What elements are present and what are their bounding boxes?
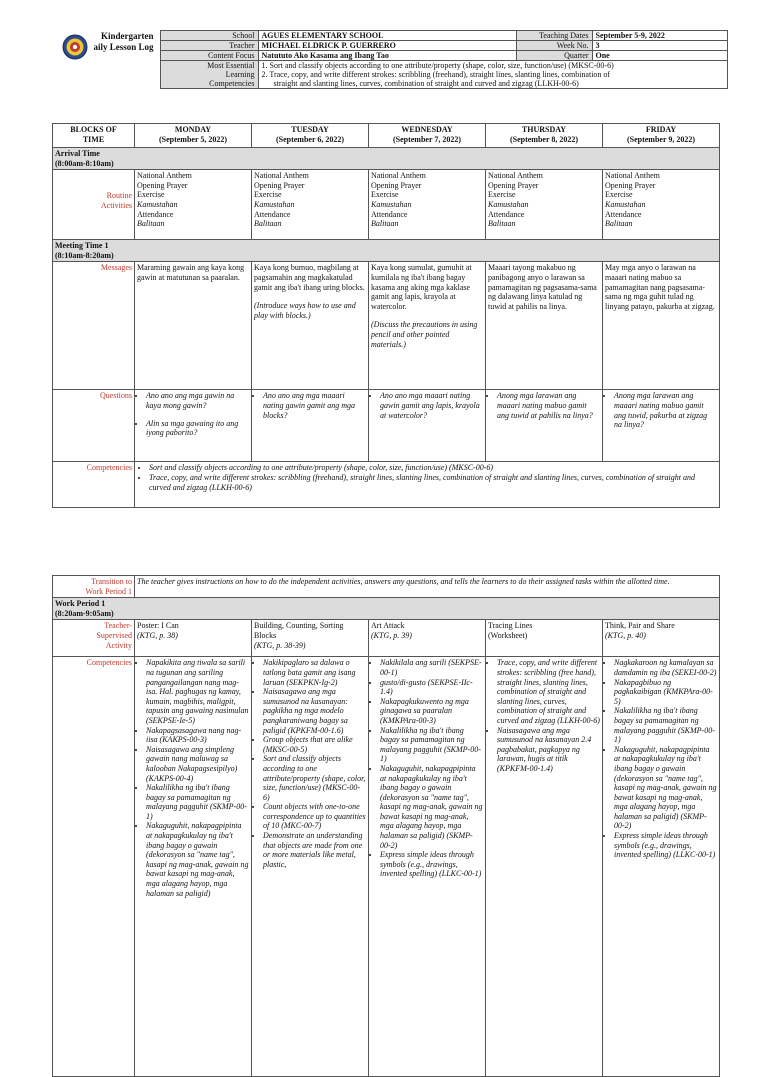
blocks-of-time-header: BLOCKS OF TIME xyxy=(53,124,135,148)
questions-mon: • Ano ano ang mga gawin na kaya mong gawin? • Alin sa mga gawaing ito ang iyong paborito? xyxy=(135,390,252,462)
routine-thu: National Anthem Opening Prayer Exercise Kamustahan Attendance Balitaan xyxy=(486,170,603,240)
quarter-value: One xyxy=(592,51,727,61)
dll-title-line1: Kindergarten xyxy=(101,30,154,41)
schedule-table-2 xyxy=(52,575,720,1077)
week-value: 3 xyxy=(592,41,727,51)
meeting-competencies: • Sort and classify objects according to one attribute/property (shape, color, size, function/use) (MKSC-00-6) • Trace, copy, and write different strokes: scribbling (freehand), straight lines, slanting lines, combination of straight and slanting lines, curves, combination of straight and curved and zigzag (LLKH-00-6) xyxy=(135,462,720,508)
questions-tue: • Ano ano ang mga maaari nating gawin gamit ang mga blocks? xyxy=(252,390,369,462)
routine-fri: National Anthem Opening Prayer Exercise Kamustahan Attendance Balitaan xyxy=(603,170,720,240)
mel-item-2b: straight and slanting lines, curves, combination of straight and curved and zigzag (LLKH-00-6) xyxy=(273,79,579,88)
mel-value xyxy=(258,61,727,89)
work-comp-fri: • Nagkakaroon ng kamalayan sa damdamin ng iba (SEKEI-00-2) • Nakapagbibuo ng pagkakaibigan (KMKPAra-00-5) • Nakalilikha ng iba't ibang bagay sa pamamagitan ng malayang pagguhit (SKMP-00-1) • Nakaguguhit, nakapagpipinta at nakapagkukulay ng iba't ibang bagay o gawain (dekorasyon sa "name tag", kasapi ng mag-anak, gawain ng bawat kasapi ng mag-anak, mga alagang hayop, mga halaman sa paligid) (SKMP-00-2) • Express simple ideas through symbols (e.g., drawings, invented spelling) (LLKC-00-1) xyxy=(603,657,720,1077)
teacher-label: Teacher xyxy=(160,41,258,51)
wednesday-header: WEDNESDAY (September 7, 2022) xyxy=(369,124,486,148)
work-period-title: Work Period 1 (8:20am-9:05am) xyxy=(53,598,720,620)
header-table xyxy=(52,30,728,89)
questions-wed: • Ano ano mga maaari nating gawin gamit ang lapis, krayola at watercolor? xyxy=(369,390,486,462)
messages-label: Messages xyxy=(53,262,135,390)
message-thu: Maaari tayong makabuo ng panibagong anyo o larawan sa pamamagitan ng pagsasama-sama ng dalawang linya katulad ng tuwid at pahilis na linya. xyxy=(486,262,603,390)
message-mon: Maraming gawain ang kaya kong gawin at matutunan sa paaralan. xyxy=(135,262,252,390)
thursday-header: THURSDAY (September 8, 2022) xyxy=(486,124,603,148)
tsa-tue: Building, Counting, Sorting Blocks (KTG, p. 38-39) xyxy=(252,620,369,657)
dll-title-line2: aily Lesson Log xyxy=(93,41,154,52)
focus-value: Natututo Ako Kasama ang Ibang Tao xyxy=(258,51,516,61)
message-wed: Kaya kong sumulat, gumuhit at kumilala ng iba't ibang bagay kasama ang aking mga kaklase gamit ang lapis, krayola at watercolor. (Discuss the precautions in using pencil and other pointed materials.) xyxy=(369,262,486,390)
tsa-label: Teacher- Supervised Activity xyxy=(53,620,135,657)
monday-header: MONDAY (September 5, 2022) xyxy=(135,124,252,148)
routine-activities-label: Routine Activities xyxy=(53,170,135,240)
work-comp-mon: • Napakikita ang tiwala sa sarili na tugunan ang sariling pangangailangan nang mag-isa. Hal. paghugas ng kamay, kumain, magbihis, maligpit, tapusin ang gawaing nasimulan (SEKPSE-Ie-5) • Nakapagsasagawa nang nag-iisa (KAKPS-00-3) • Naisasagawa ang simpleng gawain nang maluwag sa kalooban Nakapagsesipilyo) (KAKPS-00-4) • Nakalilikha ng iba't ibang bagay sa pamamagitan ng malayang pagguhit (SKMP-00-1) • Nakaguguhit, nakapagpipinta at nakapagkukulay ng iba't ibang bagay o gawain (dekorasyon sa "name tag", kasapi ng mag-anak, gawain ng bawat kasapi ng mag-anak, mga alagang hayop, mga halaman sa paligid) xyxy=(135,657,252,1077)
routine-mon: National Anthem Opening Prayer Exercise Kamustahan Attendance Balitaan xyxy=(135,170,252,240)
dates-label: Teaching Dates xyxy=(516,31,592,41)
arrival-time-title: Arrival Time (8:00am-8:10am) xyxy=(53,148,720,170)
work-comp-wed: • Nakikilala ang sarili (SEKPSE-00-1) • gusto/di-gusto (SEKPSE-IIc-1.4) • Nakapagkukuwento ng mga ginagawa sa paaralan (KMKPAra-00-3) • Nakalilikha ng iba't ibang bagay sa pamamagitan ng malayang pagguhit (SKMP-00-1) • Nakaguguhit, nakapagpipinta at nakapagkukulay ng iba't ibang bagay o gawain (dekorasyon sa "name tag", kasapi ng mag-anak, gawain ng bawat kasapi ng mag-anak, mga alagang hayop, mga halaman sa paligid) (SKMP-00-2) • Express simple ideas through symbols (e.g., drawings, invented spelling) (LLKC-00-1) xyxy=(369,657,486,1077)
tsa-wed: Art Attack (KTG, p. 39) xyxy=(369,620,486,657)
work-comp-tue: • Nakikipaglaro sa dalawa o tatlong bata gamit ang isang laruan (SEKPKN-Ig-2) • Naisasagawa ang mga sumusunod na kasanayan: pagkikha ng mga modelo pangkaraniwang bagay sa paligid (KPKFM-00-1.6) • Group objects that are alike (MKSC-00-5) • Sort and classify objects according to one attribute/property (shape, color, size, function/use) (MKSC-00-6) • Count objects with one-to-one correspondence up to quantities of 10 (MKC-00-7) • Demonstrate an understanding that objects are made from one or more materials like metal, plastic, xyxy=(252,657,369,1077)
schedule-table-1 xyxy=(52,123,720,508)
routine-wed: National Anthem Opening Prayer Exercise Kamustahan Attendance Balitaan xyxy=(369,170,486,240)
meeting-time-title: Meeting Time 1 (8:10am-8:20am) xyxy=(53,240,720,262)
transition-label: Transition to Work Period 1 xyxy=(53,576,135,598)
work-comp-thu: • Trace, copy, and write different strokes: scribbling (free hand), straight lines, slanting lines, combination of straight and slanting lines, curves, combination of straight and curved and zigzag (LLKH-00-6) • Naisasagawa ang mga sumusunod na kasanayan 2.4 pagbabakat, pagkopya ng larawan, hugis at titik (KPKFM-00-1.4) xyxy=(486,657,603,1077)
routine-tue: National Anthem Opening Prayer Exercise Kamustahan Attendance Balitaan xyxy=(252,170,369,240)
questions-label: Questions xyxy=(53,390,135,462)
focus-label: Content Focus xyxy=(160,51,258,61)
friday-header: FRIDAY (September 9, 2022) xyxy=(603,124,720,148)
dates-value: September 5-9, 2022 xyxy=(592,31,727,41)
questions-fri: • Anong mga larawan ang maaari nating mabuo gamit ang tuwid, pakurba at zigzag na linya? xyxy=(603,390,720,462)
mel-label: Most Essential Learning Competencies xyxy=(160,61,258,89)
tuesday-header: TUESDAY (September 6, 2022) xyxy=(252,124,369,148)
work-competencies-label: Competencies xyxy=(53,657,135,1077)
competencies-label: Competencies xyxy=(53,462,135,508)
school-value: AGUES ELEMENTARY SCHOOL xyxy=(258,31,516,41)
tsa-fri: Think, Pair and Share (KTG, p. 40) xyxy=(603,620,720,657)
teacher-value: MICHAEL ELDRICK P. GUERRERO xyxy=(258,41,516,51)
week-label: Week No. xyxy=(516,41,592,51)
tsa-mon: Poster: I Can (KTG, p. 38) xyxy=(135,620,252,657)
tsa-thu: Tracing Lines (Worksheet) xyxy=(486,620,603,657)
mel-item-1: 1. Sort and classify objects according to one attribute/property (shape, color, size, function/use) (MKSC-00-6) xyxy=(261,61,614,70)
message-fri: May mga anyo o larawan na maaari nating mabuo sa pamamagitan nang pagsasama-sama ng mga guhit tulad ng linyang patayo, pakurba at zigzag. xyxy=(603,262,720,390)
mel-item-2a: 2. Trace, copy, and write different strokes: scribbling (freehand), straight lines, slanting lines, combination of xyxy=(261,70,611,79)
quarter-label: Quarter xyxy=(516,51,592,61)
questions-thu: • Anong mga larawan ang maaari nating mabuo gamit ang tuwid at pahilis na linya? xyxy=(486,390,603,462)
school-label: School xyxy=(160,31,258,41)
message-tue: Kaya kong bumuo, magbilang at pagsamahin ang magkakatulad gamit ang iba't ibang uring blocks. (Introduce ways how to use and play with blocks.) xyxy=(252,262,369,390)
transition-text: The teacher gives instructions on how to do the independent activities, answers any questions, and tells the learners to do their assigned tasks within the allotted time. xyxy=(135,576,720,598)
